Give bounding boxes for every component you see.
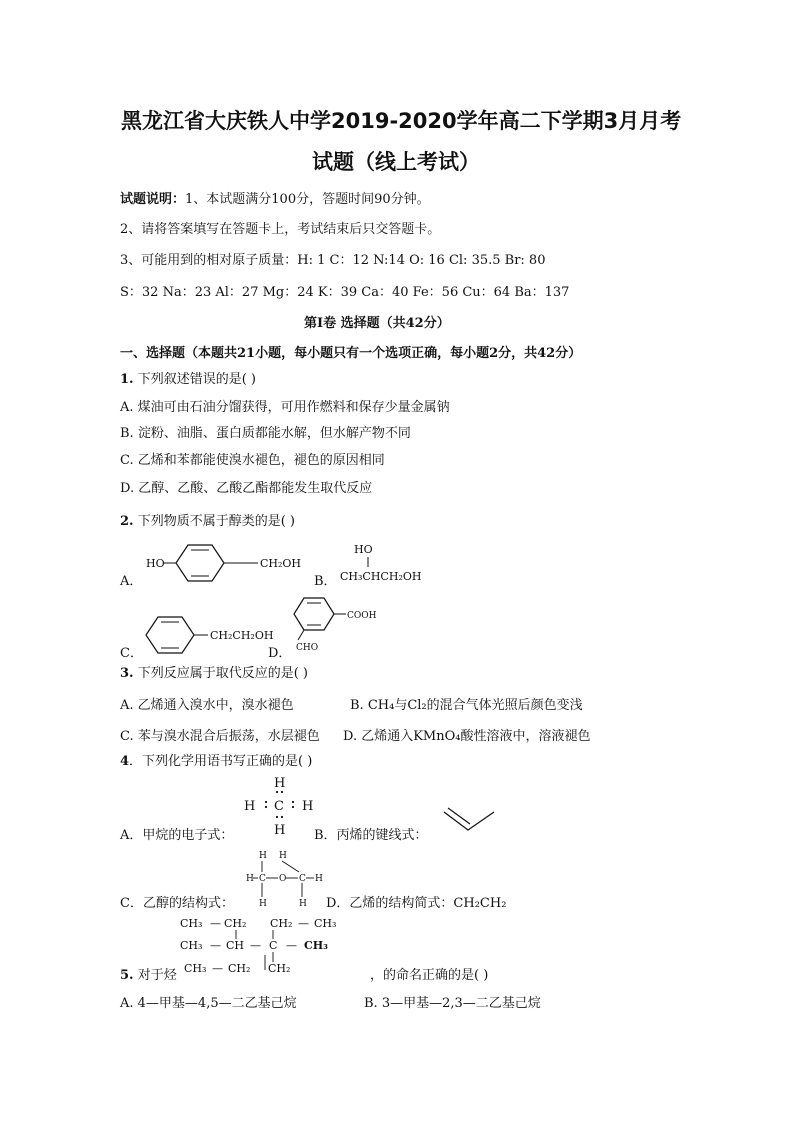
question-2-text: 下列物质不属于醇类的是( )	[133, 514, 295, 529]
instructions-line-4: S：32 Na：23 Al：27 Mg：24 K：39 Ca：40 Fe：56 Cu：64 Ba：137	[120, 285, 570, 300]
ethanol-h: H	[299, 899, 307, 909]
structure-2d-cho-label: CHO	[296, 643, 319, 653]
question-4-option-d: D．乙烯的结构简式：CH₂CH₂	[326, 896, 507, 911]
question-5-option-b: B. 3—甲基—2,3—二乙基己烷	[364, 996, 541, 1011]
ethanol-h: H	[315, 874, 323, 884]
instructions-line-3: 3、可能用到的相对原子质量：H: 1 C：12 N:14 O: 16 Cl: 35.5 Br: 80	[120, 253, 546, 268]
hc-r3-c3: CH₂	[268, 962, 291, 975]
question-5-stem	[120, 964, 177, 983]
methane-h-bottom: H	[274, 823, 286, 836]
methane-h-top: H	[274, 776, 286, 791]
question-5-option-a: A. 4—甲基—4,5—二乙基己烷	[120, 996, 297, 1011]
structure-2a-ho-label: HO	[146, 557, 165, 570]
hc-r1-c3: CH₂	[270, 917, 293, 930]
question-5-text: 对于烃	[133, 968, 177, 983]
ethanol-c-atom: C	[299, 874, 306, 884]
ethanol-structure-diagram	[246, 848, 326, 910]
question-2-option-c-label: C．	[120, 646, 143, 661]
structure-2d-bond-cho	[298, 630, 304, 640]
propene-bonds	[444, 812, 494, 830]
methane-h-right: H	[302, 799, 314, 814]
structure-2a-diagram	[140, 540, 310, 588]
hc-r1-dash2: —	[298, 917, 309, 930]
hc-r3-dash: —	[212, 962, 223, 975]
propene-double-bond	[448, 808, 470, 824]
question-4-text: ．下列化学用语书写正确的是( )	[129, 754, 313, 769]
hc-r1-dash1: —	[210, 917, 221, 930]
question-1-option-c: C. 乙烯和苯都能使溴水褪色，褪色的原因相同	[120, 453, 385, 468]
structure-2b-formula: CH₃CHCH₂OH	[340, 570, 422, 583]
hc-r2-dash1: —	[210, 939, 221, 952]
question-2-option-b-label: B．	[314, 574, 337, 589]
question-4-option-b: B．丙烯的键线式：	[314, 828, 428, 843]
question-4-option-a: A．甲烷的电子式：	[120, 828, 234, 843]
hydrocarbon-structure-diagram	[176, 912, 346, 980]
part-heading: 一、选择题（本题共21小题，每小题只有一个选项正确，每小题2分，共42分）	[120, 346, 582, 361]
question-4-number: 4	[120, 754, 130, 769]
structure-2b-ho-label: HO	[354, 543, 373, 556]
question-2-number: 2.	[120, 514, 134, 529]
question-3-text: 下列反应属于取代反应的是( )	[133, 666, 308, 681]
hc-r2-c1: CH₃	[180, 939, 203, 952]
ethanol-h: H	[279, 851, 287, 861]
instructions-line-1	[120, 188, 430, 207]
hc-r2-c3: C	[269, 939, 278, 952]
question-1-stem	[120, 368, 256, 387]
hc-r2-c4: CH₃	[304, 939, 328, 952]
question-1-option-d: D. 乙醇、乙酸、乙酸乙酯都能发生取代反应	[120, 481, 373, 496]
hc-r1-c1: CH₃	[180, 917, 203, 930]
structure-2d-diagram	[284, 594, 394, 658]
instructions-text-1: 1、本试题满分100分，答题时间90分钟。	[185, 192, 430, 207]
question-5-stem-end: ，的命名正确的是( )	[370, 968, 489, 983]
question-3-stem	[120, 662, 308, 681]
question-5-number: 5.	[120, 968, 134, 983]
ethanol-o-atom: O	[279, 874, 287, 884]
hc-r2-dash2: —	[250, 939, 261, 952]
ethanol-h: H	[259, 851, 267, 861]
question-3-option-d: D. 乙烯通入KMnO₄酸性溶液中，溶液褪色	[343, 729, 591, 744]
hc-r1-c2: CH₂	[224, 917, 247, 930]
structure-2c-diagram	[140, 612, 280, 660]
question-4-option-c: C．乙醇的结构式：	[120, 896, 234, 911]
question-1-option-a: A. 煤油可由石油分馏获得，可用作燃料和保存少量金属钠	[120, 400, 450, 415]
section-heading: 第Ⅰ卷 选择题（共42分）	[304, 316, 450, 331]
methane-electron-dot-diagram	[240, 772, 320, 836]
structure-2a-ch2oh-label: CH₂OH	[260, 557, 302, 570]
question-2-option-a-label: A．	[120, 574, 143, 589]
hc-r2-c2: CH	[226, 939, 245, 952]
structure-2c-group-label: CH₂CH₂OH	[210, 629, 274, 642]
question-3-option-b: B. CH₄与Cl₂的混合气体光照后颜色变浅	[350, 698, 583, 713]
question-3-number: 3.	[120, 666, 134, 681]
page-title-line2: 试题（线上考试）	[312, 150, 480, 174]
instructions-line-2: 2、请将答案填写在答题卡上，考试结束后只交答题卡。	[120, 222, 441, 237]
ethanol-c-atom: C	[259, 874, 266, 884]
ethanol-h: H	[259, 899, 267, 909]
question-4-stem	[120, 750, 312, 769]
hc-r3-c2: CH₂	[228, 962, 251, 975]
methane-h-left: H	[244, 799, 256, 814]
question-3-option-a: A. 乙烯通入溴水中，溴水褪色	[120, 698, 294, 713]
hc-r1-c4: CH₃	[314, 917, 337, 930]
question-1-number: 1.	[120, 372, 134, 387]
instructions-label: 试题说明：	[120, 192, 186, 207]
structure-2b-diagram	[338, 540, 442, 586]
question-2-option-d-label: D．	[268, 646, 292, 661]
ethanol-h: H	[246, 874, 254, 884]
question-2-stem	[120, 510, 295, 529]
propene-skeletal-diagram	[440, 806, 502, 836]
methane-c-atom: C	[274, 799, 284, 814]
question-1-option-b: B. 淀粉、油脂、蛋白质都能水解，但水解产物不同	[120, 426, 411, 441]
structure-2d-cooh-label: COOH	[347, 611, 377, 621]
page-title: 黑龙江省大庆铁人中学2019-2020学年高二下学期3月月考	[121, 109, 682, 133]
question-1-text: 下列叙述错误的是( )	[133, 372, 256, 387]
hc-r3-c1: CH₃	[184, 962, 207, 975]
hc-r2-dash3: —	[286, 939, 297, 952]
question-3-option-c: C. 苯与溴水混合后振荡，水层褪色	[120, 729, 320, 744]
